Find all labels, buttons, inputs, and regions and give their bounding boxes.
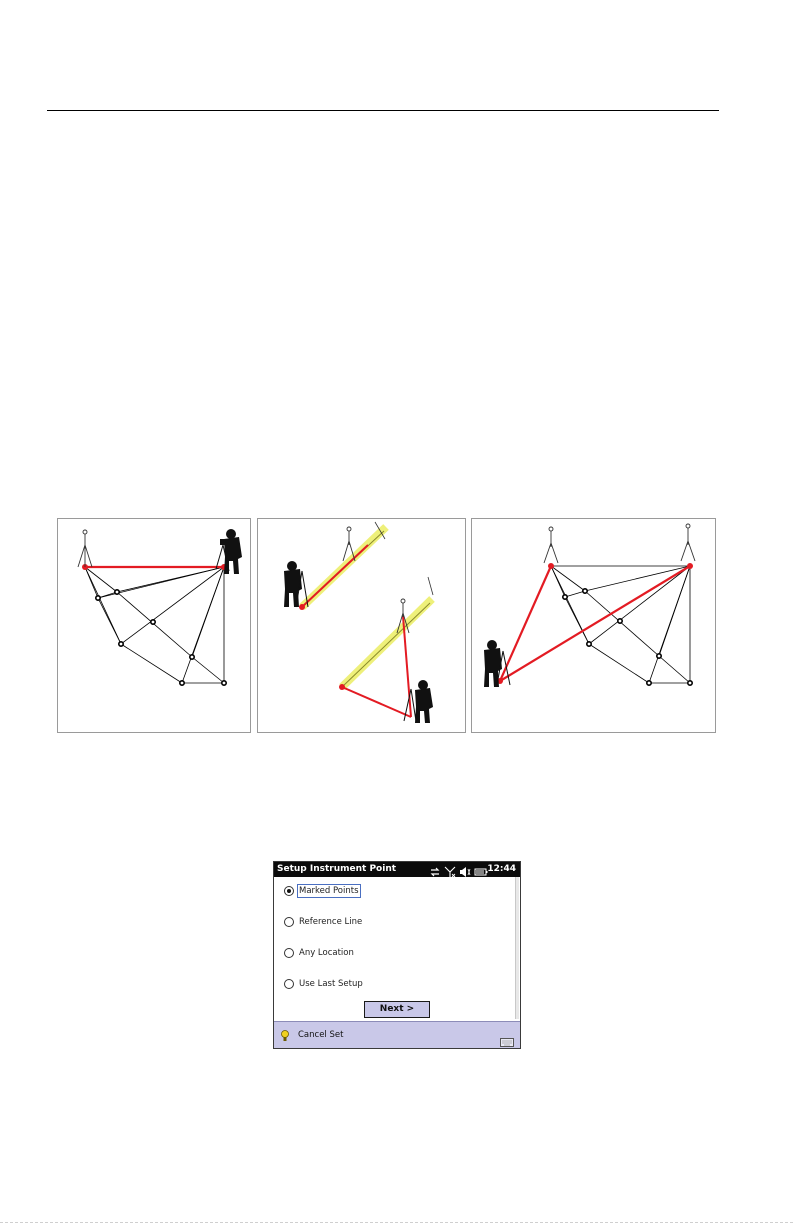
screen-title: Setup Instrument Point <box>277 864 397 874</box>
signal-off-icon <box>444 863 456 882</box>
figure-any-location <box>471 518 716 733</box>
marked-points-diagram <box>58 519 252 734</box>
control-point <box>222 681 226 685</box>
volume-icon <box>459 863 471 882</box>
tip-bulb-icon[interactable] <box>280 1028 290 1047</box>
title-bar <box>274 862 520 877</box>
device-screen <box>273 861 521 1049</box>
clock: 12:44 <box>487 864 516 874</box>
next-button[interactable]: Next > <box>364 1001 430 1018</box>
control-point <box>119 642 123 646</box>
known-point-b <box>687 563 693 569</box>
any-location-diagram <box>472 519 717 734</box>
option-any-location[interactable] <box>284 946 355 960</box>
radio-button[interactable] <box>284 948 294 958</box>
menu-bar <box>274 1021 520 1049</box>
option-label: Use Last Setup <box>299 979 363 989</box>
control-point <box>151 620 155 624</box>
surveyor-icon <box>484 640 510 687</box>
radio-button[interactable] <box>284 886 294 896</box>
option-label: Any Location <box>299 948 354 958</box>
scrollbar[interactable] <box>515 877 519 1019</box>
option-marked-points[interactable] <box>284 884 360 898</box>
keyboard-icon[interactable] <box>500 1032 514 1049</box>
control-point <box>115 590 119 594</box>
network-lines <box>551 566 690 683</box>
instrument-point-1 <box>299 604 305 610</box>
battery-icon <box>474 863 488 882</box>
control-point <box>190 655 194 659</box>
option-label: Reference Line <box>299 917 363 927</box>
tripod-icon <box>343 527 355 561</box>
figure-reference-line <box>257 518 466 733</box>
tripod-icon <box>681 524 695 561</box>
page-edge <box>0 1222 793 1224</box>
cancel-set-button[interactable]: Cancel Set <box>298 1030 344 1040</box>
sync-icon <box>429 863 441 882</box>
instrument-point-2 <box>339 684 345 690</box>
option-label: Marked Points <box>299 886 359 896</box>
figure-marked-points <box>57 518 251 733</box>
option-use-last-setup[interactable] <box>284 977 364 991</box>
option-reference-line[interactable] <box>284 915 363 929</box>
reference-line-diagram <box>258 519 467 734</box>
control-point <box>96 596 100 600</box>
tripod-icon <box>544 527 558 563</box>
known-point-a <box>548 563 554 569</box>
control-point <box>180 681 184 685</box>
header-rule <box>47 110 719 111</box>
network-lines <box>85 567 224 683</box>
tripod-icon <box>78 530 92 567</box>
radio-button[interactable] <box>284 917 294 927</box>
radio-button[interactable] <box>284 979 294 989</box>
